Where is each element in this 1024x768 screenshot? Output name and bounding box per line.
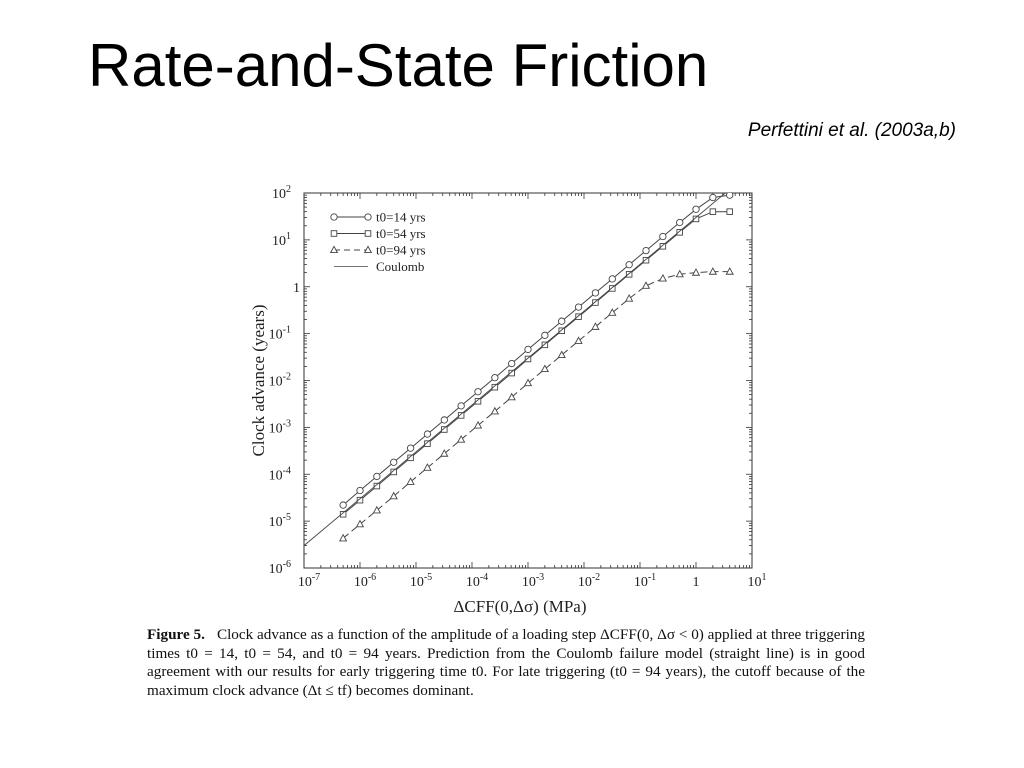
x-tick-label: $10^{-6}$ — [353, 572, 377, 590]
data-point — [693, 269, 700, 275]
slide-title: Rate-and-State Friction — [88, 32, 709, 99]
x-tick-label: $10^{-7}$ — [297, 572, 321, 590]
y-tick-label: $10^{-5}$ — [268, 512, 291, 531]
data-point — [541, 365, 548, 371]
data-point — [525, 380, 532, 386]
data-point — [491, 408, 498, 414]
data-point — [693, 206, 699, 212]
data-point — [677, 219, 683, 225]
data-point — [575, 337, 582, 343]
legend-label: Coulomb — [376, 259, 425, 274]
x-tick-label: $10^{-4}$ — [465, 572, 489, 590]
x-tick-label: 1 — [692, 575, 700, 590]
legend-marker — [365, 214, 371, 220]
data-point — [542, 332, 548, 338]
x-tick-label: $10^{-2}$ — [577, 572, 601, 590]
x-axis-label: ΔCFF(0,Δσ) (MPa) — [453, 597, 587, 616]
legend-marker — [331, 231, 337, 237]
y-tick-label: $10^1$ — [272, 230, 291, 249]
series-line-t0-94-yrs — [343, 272, 730, 539]
y-tick-label: $10^{-4}$ — [268, 465, 291, 484]
legend-label: t0=54 yrs — [376, 226, 426, 241]
y-tick-label: $10^{-6}$ — [268, 559, 291, 577]
data-point — [710, 194, 716, 200]
data-point — [626, 262, 632, 268]
data-point — [340, 502, 346, 508]
data-point — [475, 389, 481, 395]
data-point — [407, 478, 414, 484]
data-point — [441, 450, 448, 456]
legend — [331, 210, 426, 275]
data-point — [609, 309, 616, 315]
data-point — [407, 445, 413, 451]
data-point — [727, 209, 733, 215]
data-point — [592, 290, 598, 296]
legend-label: t0=94 yrs — [376, 242, 426, 258]
data-point — [643, 247, 649, 253]
data-point — [710, 209, 716, 215]
data-point — [374, 473, 380, 479]
data-point — [525, 346, 531, 352]
legend-marker — [365, 231, 371, 237]
x-tick-label: $10^{-3}$ — [521, 572, 545, 590]
y-tick-label: $10^{-3}$ — [268, 418, 291, 437]
caption-label: Figure 5. — [147, 626, 205, 643]
y-axis-label: Clock advance (years) — [249, 304, 268, 457]
data-point — [660, 233, 666, 239]
data-point — [660, 243, 666, 249]
data-point — [559, 318, 565, 324]
data-point — [373, 507, 380, 513]
data-point — [659, 275, 666, 281]
legend-label: t0=14 yrs — [376, 209, 426, 225]
figure-caption — [147, 626, 865, 700]
caption-text: Clock advance as a function of the amplitude of a loading step ΔCFF(0, Δσ < 0) applied at three triggering times t0 = 14, t0 = 54, and t0 = 94 years. Prediction from the Coulomb failure model (straight line) is in good agreement with our results for early triggering time t0. For late triggering (t0 = 94 years), the cutoff because of the maximum clock advance (Δt ≤ tf) becomes dominant. — [147, 626, 865, 699]
data-point — [509, 360, 515, 366]
data-point — [458, 403, 464, 409]
data-point — [441, 417, 447, 423]
y-tick-label: $10^{-1}$ — [268, 324, 291, 343]
y-tick-label: $10^{-2}$ — [268, 371, 291, 390]
series-line-coulomb — [304, 191, 727, 545]
clock-advance-chart — [240, 172, 780, 620]
x-tick-label: $10^{-1}$ — [633, 572, 657, 590]
y-tick-label: 1 — [293, 280, 300, 296]
x-tick-label: $10^{-5}$ — [409, 572, 433, 590]
data-point — [424, 431, 430, 437]
data-point — [575, 304, 581, 310]
series-coulomb — [304, 191, 727, 545]
data-point — [592, 323, 599, 329]
data-point — [424, 464, 431, 470]
data-point — [391, 459, 397, 465]
data-point — [357, 521, 364, 527]
data-point — [357, 487, 363, 493]
y-tick-label: $10^2$ — [272, 184, 291, 202]
data-point — [492, 374, 498, 380]
data-point — [558, 351, 565, 357]
plot-area — [304, 191, 733, 545]
citation: Perfettini et al. (2003a,b) — [747, 120, 956, 141]
data-point — [609, 276, 615, 282]
series-t0-94-yrs — [340, 268, 733, 541]
legend-marker — [331, 214, 337, 220]
x-tick-label: $10^1$ — [747, 572, 767, 590]
data-point — [626, 295, 633, 301]
